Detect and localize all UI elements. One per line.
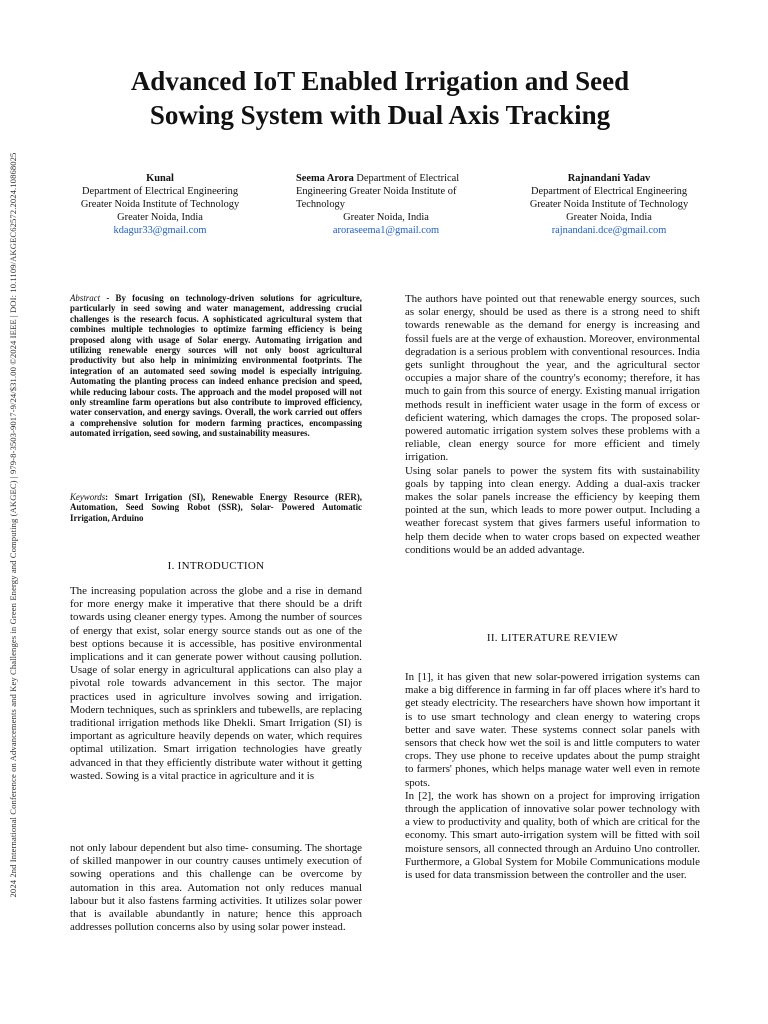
author-department: Department of Electrical Engineering: [530, 186, 688, 197]
introduction-paragraph-1: [70, 585, 362, 783]
keywords: [70, 492, 362, 523]
paragraph: In [2], the work has shown on a project for improving irrigation through the application of innovative solar power technology with a view to productivity and quality, both of which are critical for the economy. This smart auto-irrigation system will be fitted with soil moisture sensors, all connected through an Arduino Uno controller. Furthermore, a Global System for Mobile Communications module is used for data transmission between the controller and the user.: [405, 789, 700, 882]
abstract-label: Abstract: [70, 293, 101, 303]
author-block-2: [296, 172, 476, 237]
author-city: Greater Noida, India: [117, 212, 203, 223]
conference-sidebar: [6, 100, 20, 950]
abstract: [70, 293, 362, 439]
author-department: Department of Electrical Engineering: [81, 186, 239, 197]
author-email[interactable]: rajnandani.dce@gmail.com: [551, 225, 667, 236]
section-heading-literature-review: II. LITERATURE REVIEW: [486, 632, 619, 644]
author-city: Greater Noida, India: [566, 212, 652, 223]
conference-citation: 2024 2nd International Conference on Advancements and Key Challenges in Green Energy and Computing (AKGEC) | 979-8-3503-9017-9/24/$31.00 ©2024 IEEE | DOI: 10.1109/AKGEC62572.2024.10868025: [8, 152, 18, 898]
author-name: Seema Arora: [296, 173, 354, 184]
author-name: Rajnandani Yadav: [567, 173, 651, 184]
abstract-text: - By focusing on technology-driven solutions for agriculture, particularly in seed sowing and water management, addressing crucial challenges is the research focus. A sophisticated agricultural system that combines multiple technologies to optimize farming efficiency is being proposed along with usage of Solar energy. Automating irrigation and utilizing renewable energy sources will not only boost agricultural productivity but also help in minimizing environmental footprints. The integration of an automated seed sowing model is especially intriguing. Automating the planting process can indeed enhance precision and speed, while reducing labour costs. The approach and the model proposed will not only streamline farm operations but also contribute to improved efficiency, water conservation, and energy savings. Overall, the work carried out offers a comprehensive solution for modern farming practices, encompassing automated irrigation, seed sowing, and sustainability measures.: [70, 293, 362, 439]
paragraph: The authors have pointed out that renewable energy sources, such as solar energy, should be used as there is a strong need to shift towards renewable as the demand for energy is increasing and fossil fuels are at the verge of exhaustion. Moreover, environmental degradation is a serious problem with conventional resources. India gets sunlight throughout the year, and the agricultural sector occupies a major share of the country's economy; therefore, it has much to gain from this source of energy. Existing manual irrigation methods result in inefficient water usage in the form of excess or deficient watering, which damages the crops. The proposed solar-powered automatic irrigation system solves these problems with a reliable, clean energy source for more efficient and timely irrigation.: [405, 293, 700, 464]
author-block-3: [514, 172, 704, 237]
author-block-1: [70, 172, 250, 237]
keywords-label: Keywords: [70, 492, 106, 502]
author-department: Department of Electrical Engineering Greater Noida Institute of Technology: [296, 173, 460, 210]
keywords-text: : Smart Irrigation (SI), Renewable Energy Resource (RER), Automation, Seed Sowing Robot (SSR), Solar- Powered Automatic Irrigation, Arduino: [70, 492, 362, 523]
paragraph: Using solar panels to power the system fits with sustainability goals by tapping into clean energy. Adding a dual-axis tracker makes the solar panels increase the efficiency by keeping them pointed at the sun, which leads to more power output. Including a weather forecast system that gives farmers useful information to help them decide when to water crops based on expected weather conditions would be an added advantage.: [405, 464, 700, 556]
introduction-paragraph-2: [70, 842, 362, 934]
author-email[interactable]: kdagur33@gmail.com: [113, 225, 207, 236]
title-line-1: Advanced IoT Enabled Irrigation and Seed: [130, 66, 630, 96]
author-institute: Greater Noida Institute of Technology: [529, 199, 689, 210]
paragraph: The increasing population across the globe and a rise in demand for more energy make it imperative that there should be a drift towards using cleaner energy types. Among the number of sources of energy that exist, solar energy source stands out as one of the best options because it is accessible, has positive environmental implications and it can generate power without causing pollution. Usage of solar energy in agricultural applications can also play a pivotal role towards advancement in this sector. The major practices used in agriculture involves sowing and irrigation. Modern techniques, such as sprinklers and tubewells, are replacing traditional irrigation methods like Dhekli. Smart Irrigation (SI) is important as agriculture heavily depends on water, which requires optimal utilization. Smart irrigation technologies have greatly advanced in that they efficiently distribute water without it getting wasted. Sowing is a vital practice in agriculture and it is: [70, 585, 362, 782]
title-line-2: Sowing System with Dual Axis Tracking: [149, 100, 611, 130]
author-email[interactable]: aroraseema1@gmail.com: [332, 225, 440, 236]
author-city: Greater Noida, India: [343, 212, 429, 223]
paragraph: In [1], it has given that new solar-powered irrigation systems can make a big difference in farming in far off places where it's hard to get steady electricity. The researchers have shown how important it is to use smart technology and clean energy to watering crops better and save water. These systems connect solar panels with sensors that check how wet the soil is and little computers to water crops. They use phone to receive updates about the pump straight to farmers' phones, which helps manage water well even in remote spots.: [405, 671, 700, 789]
author-name: Kunal: [146, 173, 174, 184]
right-column-intro: [405, 293, 700, 557]
paragraph: not only labour dependent but also time- consuming. The shortage of skilled manpower in our country causes untimely execution of sowing operations and this challenge can be overcome by automation in this area. Automation not only reduces manual labour but it also fastens farming activities. It utilizes solar power that is available abundantly in nature; hence this approach addresses pollution concerns also by using solar power instead.: [70, 842, 362, 934]
literature-review-body: [405, 671, 700, 882]
section-heading-introduction: I. INTRODUCTION: [167, 560, 265, 572]
paper-title: [60, 64, 700, 132]
author-institute: Greater Noida Institute of Technology: [80, 199, 240, 210]
